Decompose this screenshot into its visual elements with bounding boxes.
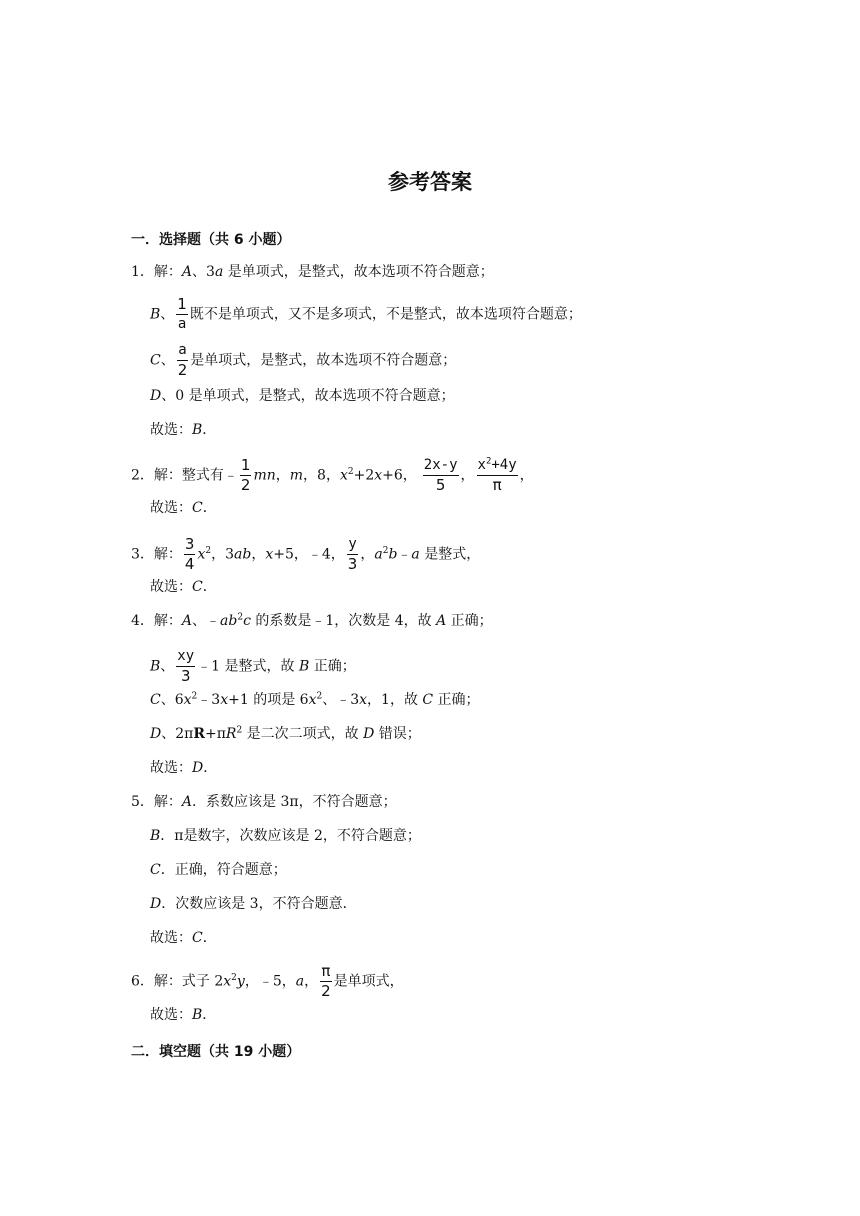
answer-letter: B [192, 1007, 203, 1023]
q6-line-main [131, 963, 404, 1000]
option-label: B [150, 658, 161, 675]
option-label: B [150, 306, 161, 323]
text: 正确； [309, 658, 356, 675]
fraction [176, 296, 188, 333]
q4-number: 4．解： [131, 613, 182, 629]
page-title: 参考答案 [388, 170, 472, 194]
q1-line-b [150, 296, 582, 333]
var: x [265, 546, 274, 563]
text: ﹣1 是整式，故 [197, 658, 299, 675]
exponent: 2 [231, 972, 237, 983]
answer-letter: B [192, 422, 203, 438]
exponent: 2 [236, 725, 243, 736]
var: m [289, 467, 304, 484]
text: ．正确，符合题意； [160, 862, 287, 878]
text: 、6 [160, 692, 184, 708]
fraction [184, 536, 196, 573]
var: a [374, 546, 383, 563]
exponent: 2 [237, 612, 244, 623]
option-label: B [150, 828, 161, 844]
q4-line-b [150, 648, 356, 685]
answer-letter: D [192, 760, 204, 776]
numerator: 1 [240, 456, 251, 474]
var: R [225, 726, 237, 742]
var: y [236, 973, 245, 990]
exponent: 2 [205, 545, 212, 556]
q6-number: 6．解：式子 2 [131, 973, 224, 990]
var: c [243, 613, 251, 629]
text: ． [203, 760, 218, 776]
numerator: 3 [184, 535, 195, 553]
text: +4y [491, 457, 517, 473]
denominator: 4 [184, 555, 195, 573]
var: x [339, 467, 348, 484]
fraction [347, 536, 359, 573]
text: 、2π [161, 726, 194, 742]
denominator: 3 [347, 555, 358, 573]
q3-number: 3．解： [131, 546, 182, 563]
text: 是整式， [419, 546, 481, 563]
var: ab [234, 546, 252, 563]
text: +1 的项是 6 [228, 692, 309, 708]
exponent: 2 [191, 691, 198, 702]
text: ， [251, 546, 266, 563]
text: 、0 是单项式，是整式，故本选项不符合题意； [161, 388, 455, 404]
q5-line-c [150, 860, 287, 880]
denominator: 3 [180, 667, 191, 685]
exponent: 2 [485, 456, 492, 467]
var: x [183, 692, 192, 708]
var: x [374, 467, 383, 484]
section-heading-choice: 一．选择题（共 6 小题） [131, 232, 291, 248]
denominator: 2 [240, 476, 251, 494]
text: 正确； [446, 613, 493, 629]
text: ， [275, 467, 290, 484]
text: 、﹣3 [322, 692, 360, 708]
var: x [220, 692, 229, 708]
q6-answer [150, 1005, 216, 1025]
text: ，3 [211, 546, 235, 563]
text: ， [460, 467, 475, 484]
option-label: A [181, 794, 193, 810]
exponent: 2 [382, 545, 389, 556]
text: ，8， [303, 467, 340, 484]
text: +6， [382, 467, 417, 484]
text: ，1，故 [367, 692, 423, 708]
text: ． [202, 579, 217, 595]
q4-answer [150, 758, 217, 778]
numerator: a [178, 342, 187, 358]
q3-answer [150, 577, 217, 597]
q2-answer [150, 498, 217, 518]
option-label: C [422, 692, 434, 708]
q4-line-c [150, 690, 480, 710]
q4-line-a [131, 611, 493, 631]
text: ． [202, 930, 217, 946]
text: ．系数应该是 3π，不符合题意； [192, 794, 397, 810]
fraction [177, 342, 189, 379]
text: ﹣ [397, 546, 412, 563]
var: x [308, 692, 317, 708]
text: ， [519, 467, 534, 484]
text: 错误； [374, 726, 421, 742]
option-label: D [150, 726, 162, 742]
option-label: D [363, 726, 375, 742]
text: ．π是数字，次数应该是 2，不符合题意； [160, 828, 421, 844]
text: 故选： [150, 930, 192, 946]
denominator: π [492, 476, 502, 494]
option-label: B [298, 658, 310, 675]
bold-var: R [193, 726, 205, 742]
q4-line-d [150, 724, 421, 744]
var: x [197, 546, 206, 563]
text: 、 [160, 352, 175, 369]
var: ab [220, 613, 238, 629]
answer-letter: C [192, 930, 203, 946]
q5-line-d [150, 894, 357, 914]
numerator: 2x-y [423, 457, 458, 473]
option-label: C [150, 862, 161, 878]
var: x [359, 692, 368, 708]
text: ． [202, 1007, 217, 1023]
text: 故选： [150, 500, 192, 516]
q2-line-main [131, 457, 534, 494]
text: 故选： [150, 1007, 192, 1023]
fraction [176, 648, 195, 685]
numerator: xy [177, 648, 195, 664]
text: ，﹣5， [244, 973, 296, 990]
text: 正确； [433, 692, 480, 708]
var: x [477, 457, 486, 473]
var: b [388, 546, 398, 563]
q1-line-a [131, 262, 494, 282]
fraction [240, 457, 252, 494]
text: 是单项式，是整式，故本选项不符合题意； [190, 352, 457, 369]
option-label: C [150, 692, 161, 708]
fraction [320, 963, 332, 1000]
var: a [411, 546, 420, 563]
option-label: A [436, 613, 447, 629]
q3-line-main [131, 536, 480, 573]
exponent: 2 [347, 466, 354, 477]
text: 是二次二项式，故 [242, 726, 364, 742]
q2-number: 2．解：整式有﹣ [131, 467, 238, 484]
text: 的系数是﹣1，次数是 4，故 [250, 613, 437, 629]
text: ﹣3 [197, 692, 221, 708]
answer-letter: C [192, 579, 203, 595]
denominator: 5 [435, 476, 446, 494]
q5-number: 5．解： [131, 794, 182, 810]
text: ． [202, 422, 217, 438]
section-heading-fill: 二．填空题（共 19 小题） [131, 1044, 301, 1060]
option-label: A [181, 613, 193, 629]
fraction-bar [176, 314, 188, 315]
q1-number: 1．解： [131, 264, 182, 280]
answer-letter: C [192, 500, 203, 516]
numerator: π [321, 962, 331, 980]
text: 故选： [150, 422, 192, 438]
var: a [214, 264, 224, 280]
var: x [223, 973, 232, 990]
numerator: y [348, 536, 357, 552]
text: 、﹣ [192, 613, 221, 629]
numerator: 1 [177, 295, 187, 313]
numerator [477, 457, 518, 474]
q5-line-a [131, 792, 397, 812]
text: ． [202, 500, 217, 516]
text: 、 [160, 658, 175, 675]
text: ．次数应该是 3，不符合题意． [161, 896, 357, 912]
option-label: D [150, 388, 162, 404]
text: +5，﹣4， [273, 546, 345, 563]
fraction [477, 457, 518, 494]
text: ， [304, 973, 319, 990]
q1-answer [150, 420, 216, 440]
text: 故选： [150, 760, 192, 776]
text: 、3 [192, 264, 215, 280]
q5-answer [150, 928, 217, 948]
q1-line-d [150, 386, 455, 406]
q1-line-c [150, 342, 456, 379]
text: ， [360, 546, 375, 563]
option-label: C [150, 352, 161, 369]
text: 既不是单项式，又不是多项式，不是整式，故本选项符合题意； [189, 306, 582, 323]
text: 是单项式，是整式，故本选项不符合题意； [223, 264, 494, 280]
var: a [295, 973, 305, 990]
q5-line-b [150, 826, 421, 846]
text: 是单项式， [333, 973, 404, 990]
denominator: 2 [177, 361, 188, 379]
denominator: 2 [321, 982, 331, 1000]
text: 、 [160, 306, 175, 323]
denominator: a [177, 316, 187, 332]
fraction [423, 457, 459, 494]
option-label: A [181, 264, 193, 280]
var: mn [253, 467, 276, 484]
exponent: 2 [316, 691, 323, 702]
text: +2 [353, 467, 375, 484]
option-label: D [150, 896, 162, 912]
text: 故选： [150, 579, 192, 595]
text: +π [204, 726, 226, 742]
